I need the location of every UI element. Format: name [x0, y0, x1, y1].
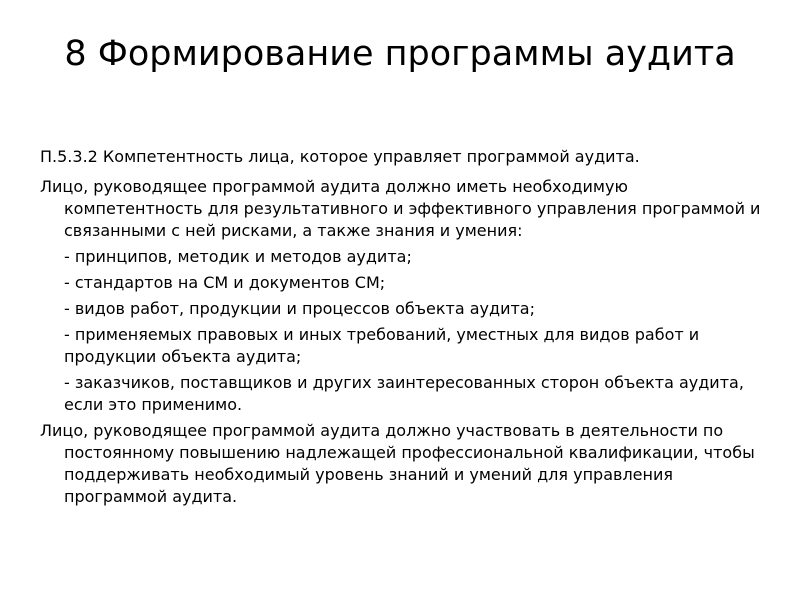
clause-paragraph: П.5.3.2 Компетентность лица, которое управляет программой аудита. [40, 147, 640, 166]
list-item: - принципов, методик и методов аудита; [64, 247, 412, 266]
slide-title: 8 Формирование программы аудита [64, 34, 736, 74]
list-item: - видов работ, продукции и процессов объекта аудита; [64, 299, 535, 318]
list-item: - применяемых правовых и иных требований, уместных для видов работ и продукции объекта аудита; [64, 325, 700, 366]
list-item: - заказчиков, поставщиков и других заинтересованных сторон объекта аудита, если это применимо. [64, 373, 744, 414]
slide-body [40, 146, 770, 512]
closing-paragraph: Лицо, руководящее программой аудита должно участвовать в деятельности по постоянному повышению надлежащей профессиональной квалификации, чтобы поддерживать необходимый уровень знаний и умений для управления программой аудита. [40, 421, 755, 506]
intro-paragraph: Лицо, руководящее программой аудита должно иметь необходимую компетентность для результативного и эффективного управления программой и связанными с ней рисками, а также знания и умения: [40, 177, 761, 240]
list-item: - стандартов на СМ и документов СМ; [64, 273, 386, 292]
